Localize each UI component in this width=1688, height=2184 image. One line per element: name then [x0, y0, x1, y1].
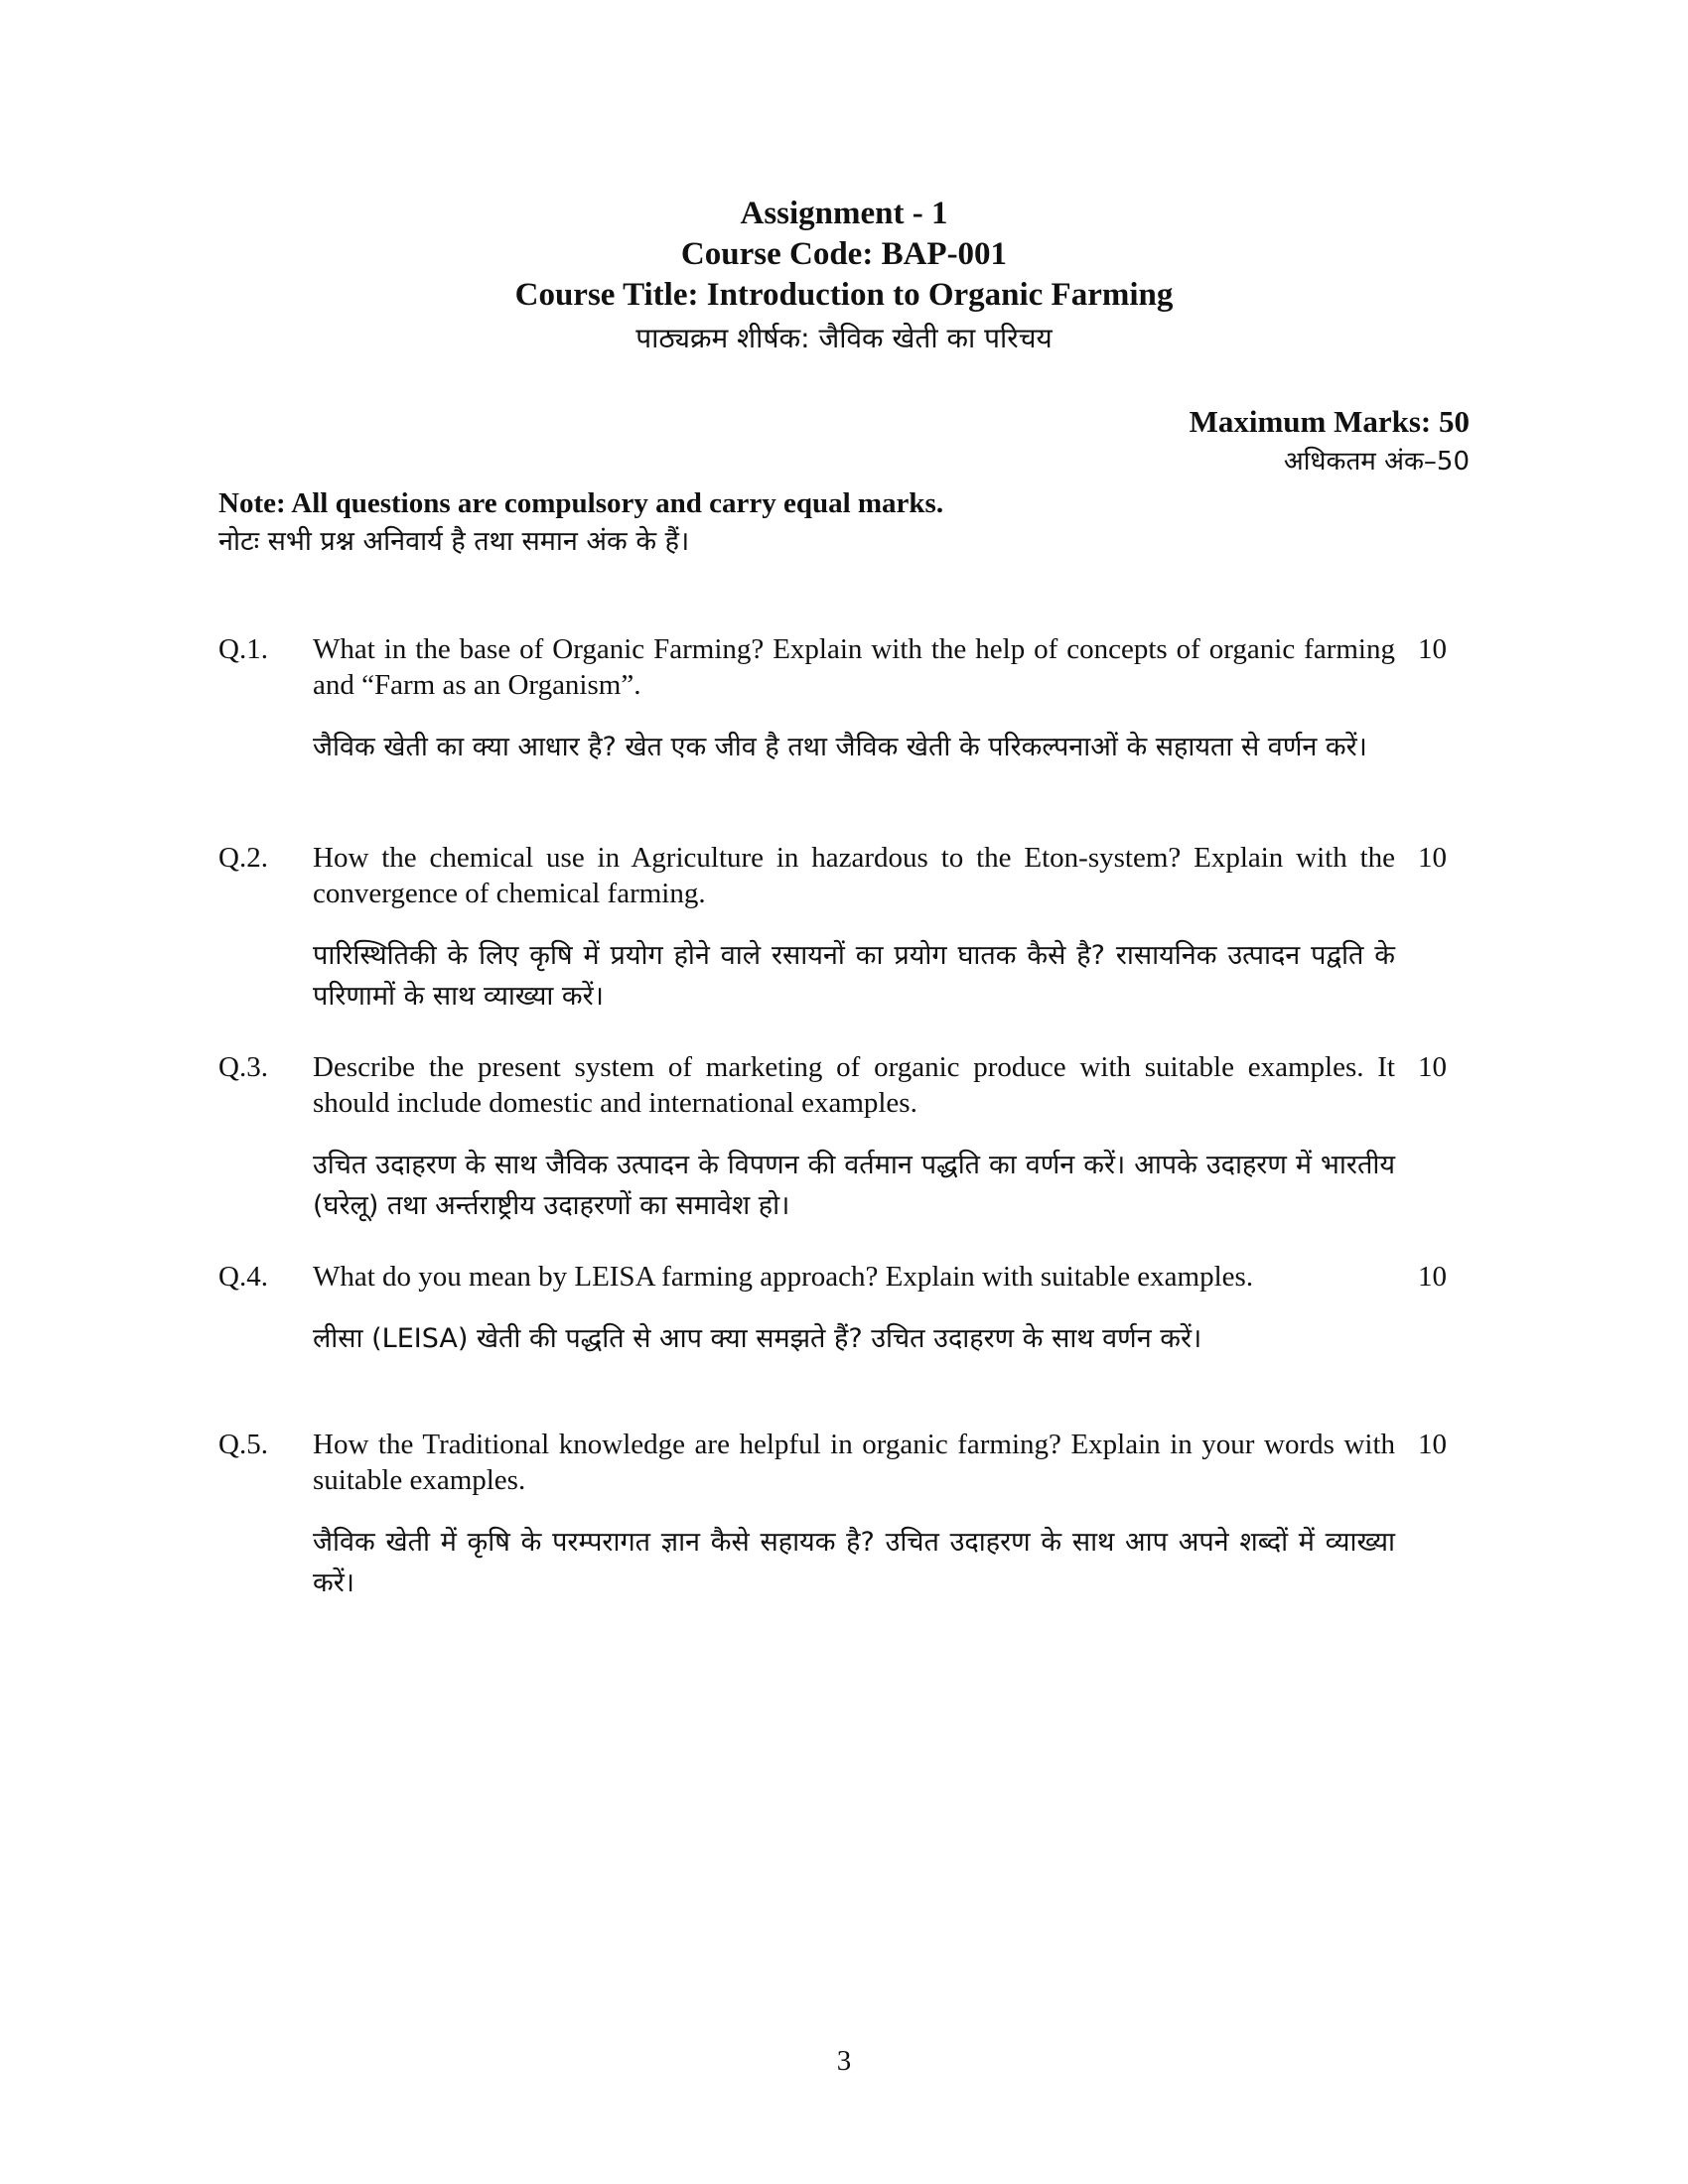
question-text-hindi: लीसा (LEISA) खेती की पद्धति से आप क्या समझते हैं? उचित उदाहरण के साथ वर्णन करें। — [313, 1323, 1202, 1354]
question-text-english: Describe the present system of marketing of organic produce with suitable examples. It should include domestic and international examples. — [313, 1051, 1395, 1119]
question-text-hindi: जैविक खेती का क्या आधार है? खेत एक जीव है तथा जैविक खेती के परिकल्पनाओं के सहायता से वर्णन करें। — [313, 732, 1367, 762]
question-marks: 10 — [1418, 633, 1447, 665]
course-title: Course Title: Introduction to Organic Farming — [514, 277, 1174, 313]
question-number: Q.2. — [218, 842, 268, 874]
question-number: Q.4. — [218, 1261, 268, 1293]
question-marks: 10 — [1418, 1261, 1447, 1293]
maximum-marks-hindi: अधिकतम अंक–50 — [1283, 447, 1470, 477]
question-text-hindi: पारिस्थितिकी के लिए कृषि में प्रयोग होने वाले रसायनों का प्रयोग घातक कैसे है? रासायनिक उत्पादन पद्वति के परिणामों के साथ व्याख्या करें। — [313, 940, 1395, 1012]
question-text-english: How the Traditional knowledge are helpful in organic farming? Explain in your words with suitable examples. — [313, 1429, 1395, 1496]
question-text-hindi: जैविक खेती में कृषि के परम्परागत ज्ञान कैसे सहायक है? उचित उदाहरण के साथ आप अपने शब्दों में व्याख्या करें। — [313, 1527, 1395, 1598]
question-marks: 10 — [1418, 1051, 1447, 1083]
question-body — [313, 840, 1395, 1017]
assignment-title: Assignment - 1 — [740, 196, 948, 231]
question-text-hindi: उचित उदाहरण के साथ जैविक उत्पादन के विपणन की वर्तमान पद्धति का वर्णन करें। आपके उदाहरण में भारतीय (घरेलू) तथा अर्न्तराष्ट्रीय उदाहरणों का समावेश हो। — [313, 1150, 1395, 1221]
assignment-header — [0, 194, 1688, 359]
page-number: 3 — [836, 2045, 852, 2077]
question-body — [313, 1259, 1395, 1359]
question-text-english: What do you mean by LEISA farming approach? Explain with suitable examples. — [313, 1261, 1254, 1293]
maximum-marks-english: Maximum Marks: 50 — [1189, 404, 1470, 439]
question-number: Q.1. — [218, 633, 268, 665]
course-title-hindi: पाठ्यक्रम शीर्षक: जैविक खेती का परिचय — [635, 322, 1053, 354]
question-text-english: What in the base of Organic Farming? Explain with the help of concepts of organic farming and “Farm as an Organism”. — [313, 633, 1395, 701]
course-code: Course Code: BAP-001 — [680, 236, 1008, 272]
question-body — [313, 631, 1395, 767]
question-marks: 10 — [1418, 842, 1447, 874]
question-body — [313, 1049, 1395, 1226]
question-body — [313, 1427, 1395, 1603]
note-english: Note: All questions are compulsory and carry equal marks. — [218, 487, 944, 519]
question-marks: 10 — [1418, 1429, 1447, 1460]
note-hindi: नोटः सभी प्रश्न अनिवार्य है तथा समान अंक के हैं। — [218, 526, 690, 557]
question-text-english: How the chemical use in Agriculture in hazardous to the Eton-system? Explain with the convergence of chemical farming. — [313, 842, 1395, 909]
question-number: Q.3. — [218, 1051, 268, 1083]
question-number: Q.5. — [218, 1429, 268, 1460]
maximum-marks — [1190, 402, 1470, 481]
instructions-note — [218, 484, 1470, 562]
